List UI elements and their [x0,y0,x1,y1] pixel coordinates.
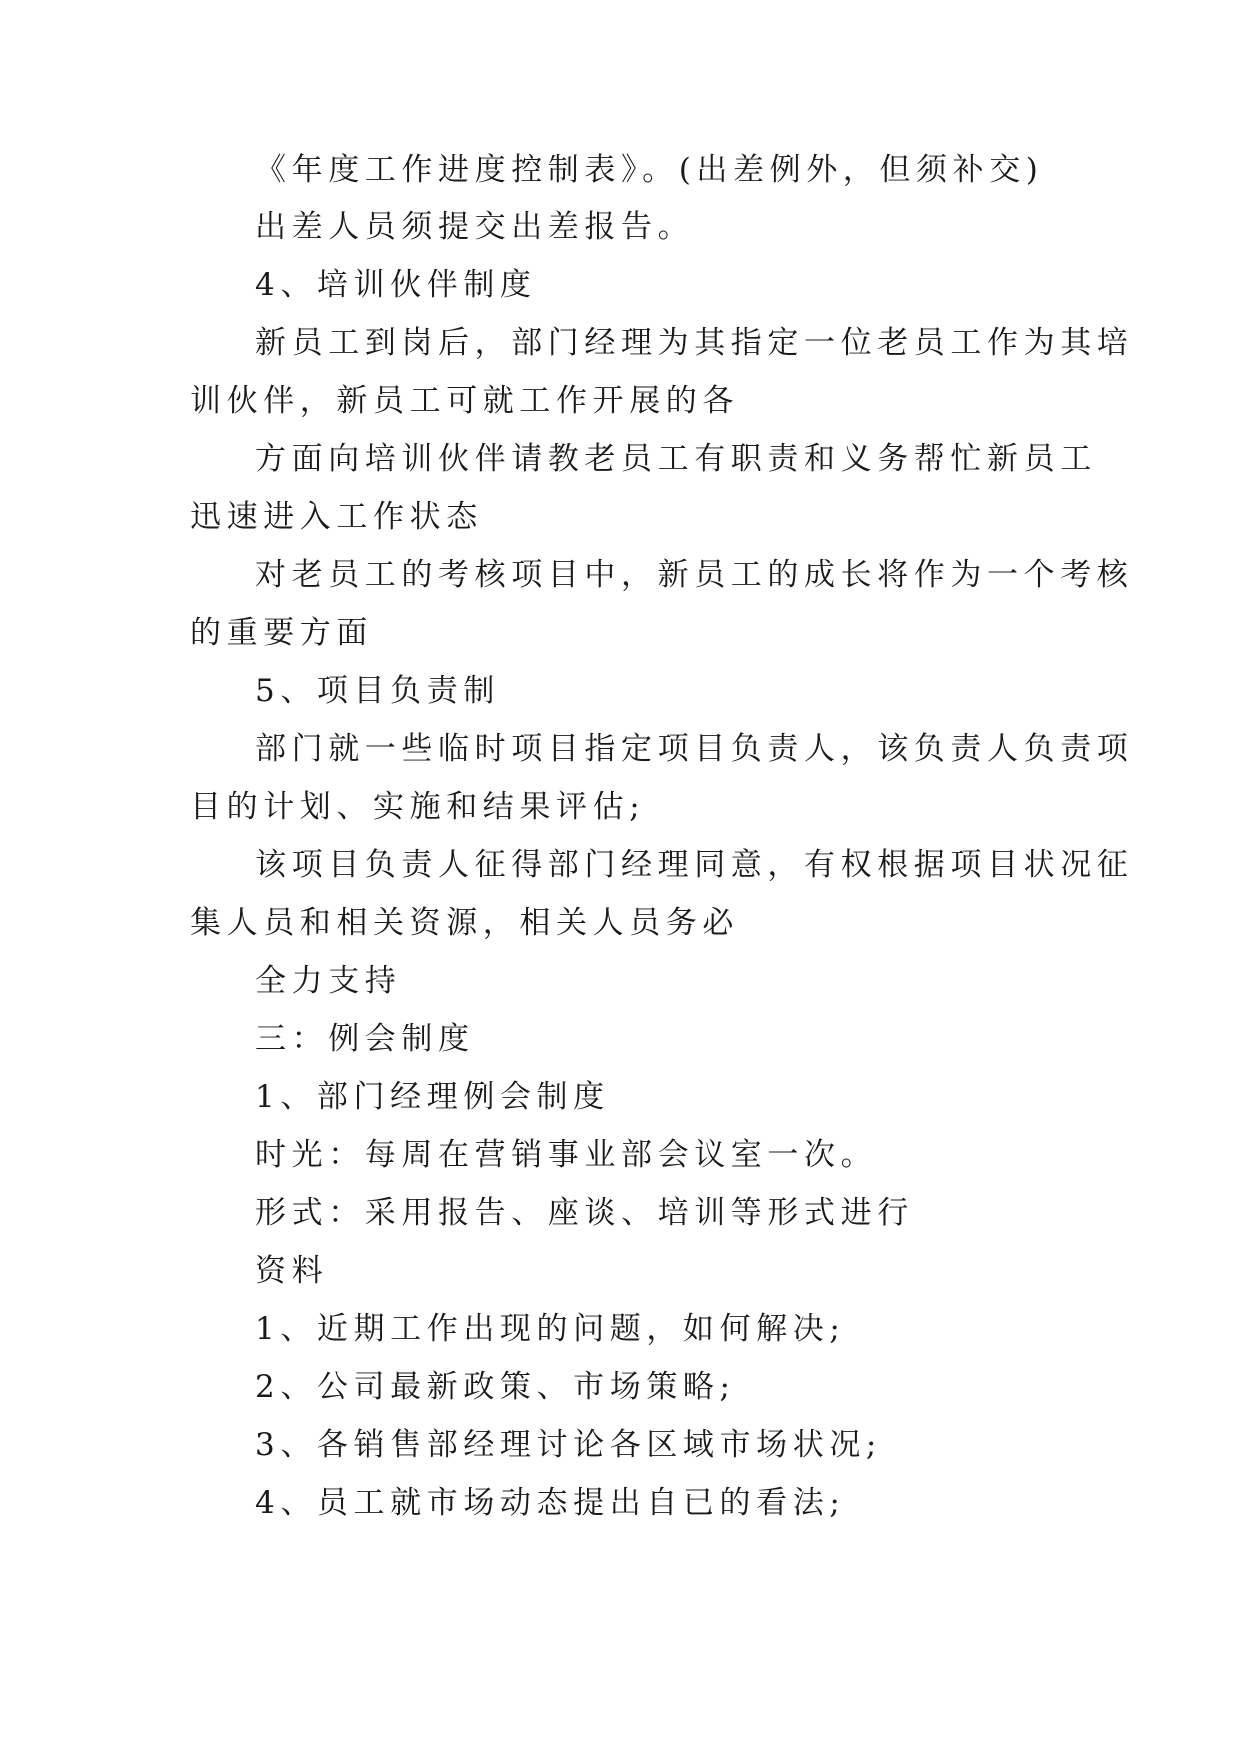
text-line: 的重要方面 [190,615,373,651]
text-line: 时光：每周在营销事业部会议室一次。 [255,1137,878,1173]
list-item: 1、近期工作出现的问题，如何解决; [255,1311,846,1347]
list-item: 4、员工就市场动态提出自已的看法; [255,1485,846,1521]
text-line: 新员工到岗后，部门经理为其指定一位老员工作为其培 [255,325,1134,361]
text-line: 目的计划、实施和结果评估; [190,789,646,825]
text-line: 形式：采用报告、座谈、培训等形式进行 [255,1195,914,1231]
text-line: 训伙伴，新员工可就工作开展的各 [190,383,739,419]
text-line: 部门就一些临时项目指定项目负责人，该负责人负责项 [255,731,1134,767]
section-heading: 三：例会制度 [255,1021,475,1057]
text-line: 方面向培训伙伴请教老员工有职责和义务帮忙新员工 [255,441,1097,477]
text-line: 集人员和相关资源，相关人员务必 [190,905,739,941]
section-heading: 4、培训伙伴制度 [255,267,537,303]
text-line: 出差人员须提交出差报告。 [255,209,695,245]
text-line: 迅速进入工作状态 [190,499,483,535]
text-line: 对老员工的考核项目中，新员工的成长将作为一个考核 [255,557,1134,593]
text-line: 该项目负责人征得部门经理同意，有权根据项目状况征 [255,847,1134,883]
section-heading: 5、项目负责制 [255,673,500,709]
list-item: 2、公司最新政策、市场策略; [255,1369,736,1405]
section-heading: 1、部门经理例会制度 [255,1079,610,1115]
text-line: 资料 [255,1253,329,1289]
list-item: 3、各销售部经理讨论各区域市场状况; [255,1427,882,1463]
text-line: 全力支持 [255,963,402,999]
text-line: 《年度工作进度控制表》。(出差例外，但须补交) [255,152,1044,188]
